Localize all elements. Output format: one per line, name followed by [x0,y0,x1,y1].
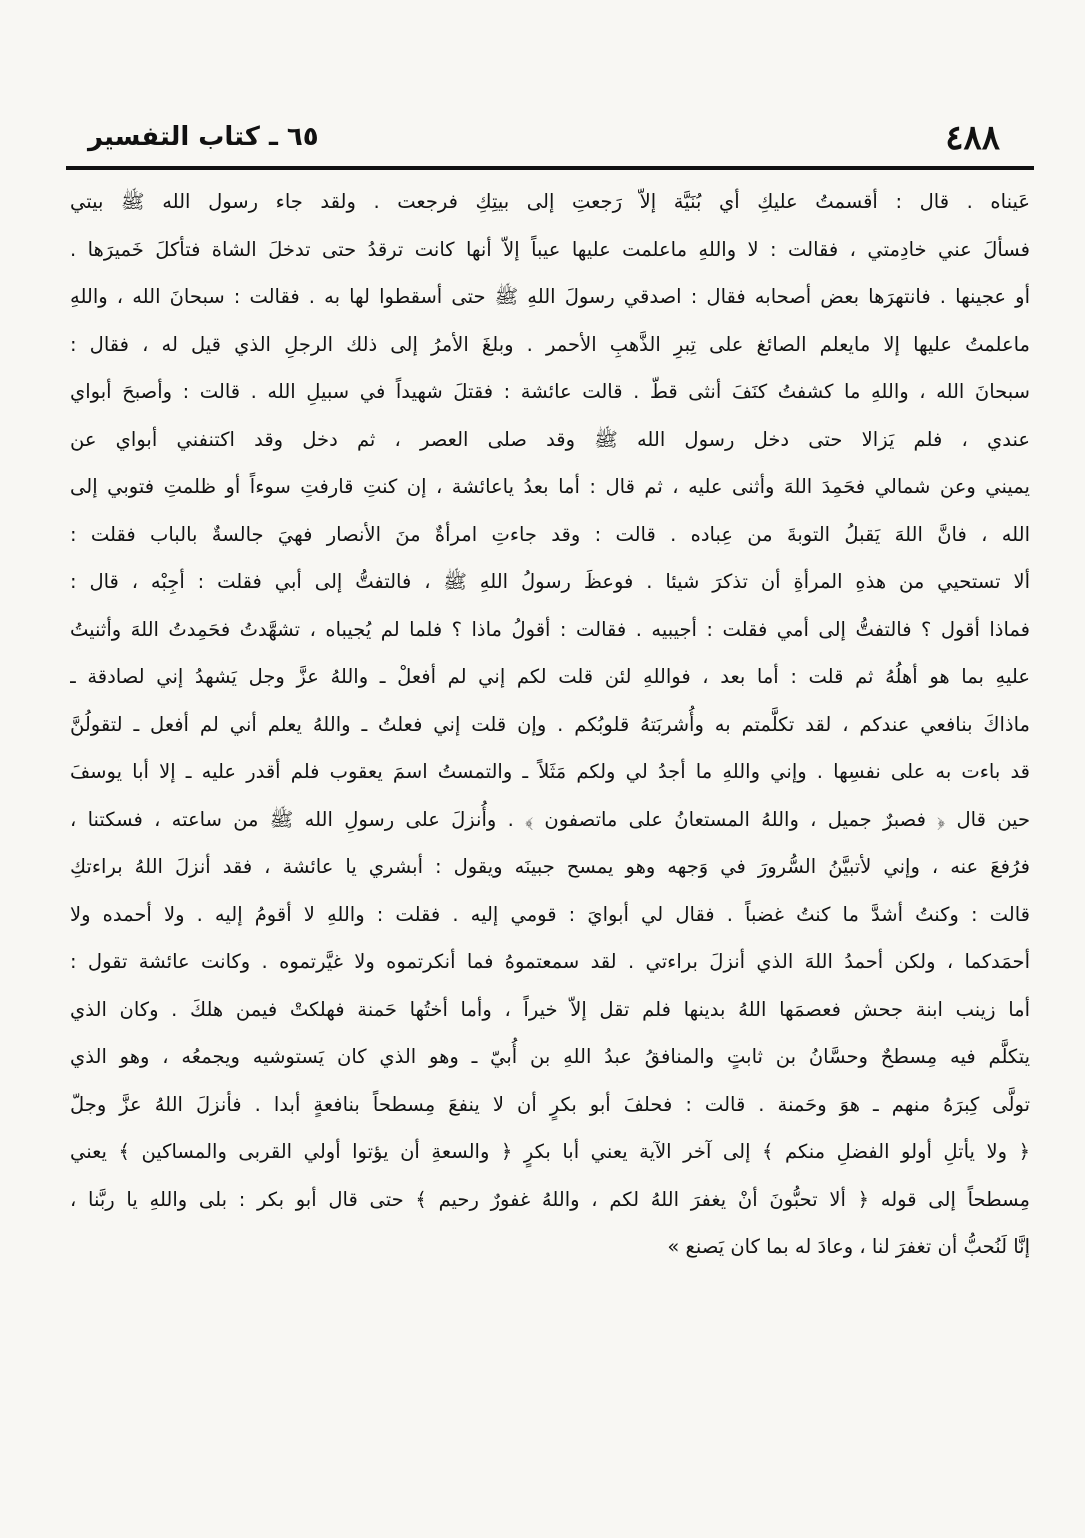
text-line: ألا تستحيي من هذهِ المرأةِ أن تذكرَ شيئا . فوعظَ رسولُ اللهِ ﷺ ، فالتفتُّ إلى أبي فقلت : أجِبْه ، قال : [70,570,1030,593]
text-line: قالت : وكنتُ أشدَّ ما كنتُ غضباً . فقال لي أبوايَ : قومي إليه . فقلت : واللهِ لا أقومُ إليه . ولا أحمده ولا [70,902,1030,926]
chapter-title: ٦٥ ـ كتاب التفسير [88,122,319,152]
page-number: ٤٨٨ [945,118,1000,158]
text-line: ماعلمتُ عليها إلا مايعلم الصائغ على تِبرِ الذَّهبِ الأحمر . وبلغَ الأمرُ إلى ذلك الرجلِ الذي قيل له ، فقال : [70,332,1030,356]
text-line: عندي ، فلم يَزالا حتى دخل رسول الله ﷺ وقد صلى العصر ، ثم دخل وقد اكتنفني أبواي عن [70,427,1030,451]
text-line: أما زينب ابنة جحش فعصمَها اللهُ بدينها فلم تقل إلاّ خيراً ، وأما أختُها حَمنة فهلكتْ فيمن هلكَ . وكان الذي [70,997,1030,1021]
text-line: سبحانَ الله ، واللهِ ما كشفتُ كنَفَ أنثى قطّ . قالت عائشة : فقتلَ شهيداً في سبيلِ الله . قالت : وأصبحَ أبواي [70,380,1030,403]
text-line: فسألَ عني خادِمتي ، فقالت : لا واللهِ ماعلمت عليها عيباً إلاّ أنها كانت ترقدُ حتى تدخلَ الشاة فتأكلَ خَميرَها . [70,237,1030,261]
text-line: ماذاكَ بنافعي عندكم ، لقد تكلَّمتم به وأُشربَتهُ قلوبُكم . وإن قلت إني فعلتُ ـ واللهُ يعلم أني لم أفعل ـ لتقولُنَّ [70,712,1030,736]
text-line: عَيناه . قال : أقسمتُ عليكِ أي بُنَيَّة إلاّ رَجعتِ إلى بيتِكِ فرجعت . ولقد جاء رسول الله ﷺ بيتي [70,190,1030,213]
text-line: مِسطحاً إلى قوله ﴿ ألا تحبُّونَ أنْ يغفرَ اللهُ لكم ، واللهُ غفورٌ رحيم ﴾ حتى قال أبو بكر : بلى واللهِ يا ربَّنا ، [70,1187,1030,1211]
text-line: أحمَدكما ، ولكن أحمدُ اللهَ الذي أنزلَ براءتي . لقد سمعتموهُ فما أنكرتموه ولا غيَّرتموه . وكانت عائشة تقول : [70,950,1030,973]
text-line: فرُفعَ عنه ، وإني لأتبيَّنُ السُّرورَ في وَجهه وهو يمسح جبينَه ويقول : أبشري يا عائشة ، فقد أنزلَ اللهُ براءتكِ [70,855,1030,878]
text-line: أو عجينها . فانتهرَها بعض أصحابه فقال : اصدقي رسولَ اللهِ ﷺ حتى أسقطوا لها به . فقالت : سبحانَ الله ، واللهِ [70,285,1030,308]
text-line: حين قال ﴿ فصبرٌ جميل ، واللهُ المستعانُ على ماتصفون ﴾ . وأُنزلَ على رسولِ الله ﷺ من ساعته ، فسكتنا ، [70,807,1030,831]
text-line: الله ، فانَّ اللهَ يَقبلُ التوبةَ من عِباده . قالت : وقد جاءتِ امرأةٌ منَ الأنصار فهيَ جالسةٌ بالباب فقلت : [70,522,1030,546]
text-line: فماذا أقول ؟ فالتفتُّ إلى أمي فقلت : أجيبيه . فقالت : أقولُ ماذا ؟ فلما لم يُجيباه ، تشهَّدتُ فحَمِدتُ اللهَ وأثنيتُ [70,617,1030,641]
header-divider [66,166,1034,170]
text-line: يتكلَّم فيه مِسطحٌ وحسَّانُ بن ثابتٍ والمنافقُ عبدُ اللهِ بن أُبيّ ـ وهو الذي كان يَستوشيه ويجمعُه ، وهو الذي [70,1045,1030,1068]
text-line: ﴿ ولا يأتلِ أولو الفضلِ منكم ﴾ إلى آخر الآية يعني أبا بكرٍ ﴿ والسعةِ أن يؤتوا أولي القربى والمساكين ﴾ يعني [70,1140,1030,1163]
text-line: عليهِ بما هو أهلُهُ ثم قلت : أما بعد ، فواللهِ لئن قلت لكم إني لم أفعلْ ـ واللهُ عزَّ وجل يَشهدُ إني لصادقة ـ [70,665,1030,688]
text-line: تولَّى كِبرَهُ منهم ـ هوَ وحَمنة . قالت : فحلفَ أبو بكرٍ أن لا ينفعَ مِسطحاً بنافعةٍ أبدا . فأنزلَ اللهُ عزَّ وجلّ [70,1092,1030,1116]
text-line: إنَّا لَنُحبُّ أن تغفرَ لنا ، وعادَ له بما كان يَصنع » [667,1235,1030,1258]
text-line: يميني وعن شمالي فحَمِدَ اللهَ وأثنى عليه ، ثم قال : أما بعدُ ياعائشة ، إن كنتِ قارفتِ سوءاً أو ظلمتِ فتوبي إلى [70,475,1030,498]
body-text [70,178,1030,1271]
text-line: قد باءت به على نفسِها . وإني واللهِ ما أجدُ لي ولكم مَثَلاً ـ والتمستُ اسمَ يعقوب فلم أقدر عليه ـ إلا أبا يوسفَ [70,760,1030,783]
page-header [68,118,1028,164]
